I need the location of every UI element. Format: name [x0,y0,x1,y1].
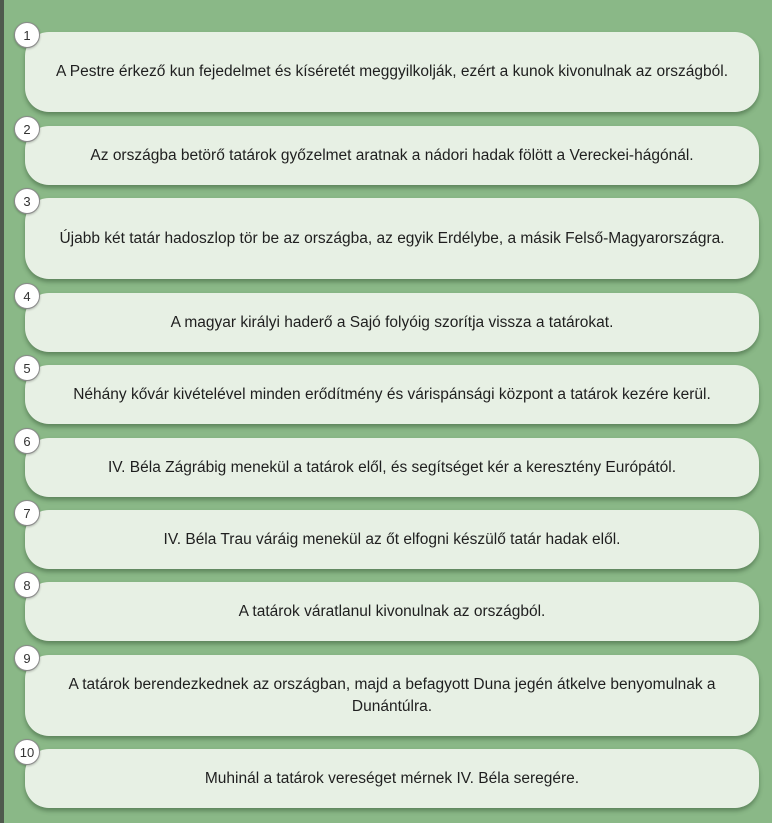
draggable-card[interactable] [25,582,759,641]
item-number-badge: 6 [14,428,40,454]
draggable-card[interactable] [25,293,759,352]
draggable-card[interactable] [25,126,759,185]
item-number-badge: 10 [14,739,40,765]
item-number-badge: 7 [14,500,40,526]
item-number-badge: 9 [14,645,40,671]
item-number-badge: 5 [14,355,40,381]
item-number-badge: 1 [14,22,40,48]
card-text: Néhány kővár kivételével minden erődítmény és várispánsági központ a tatárok kezére kerül. [73,385,711,403]
item-number-badge: 4 [14,283,40,309]
card-text: A magyar királyi haderő a Sajó folyóig szorítja vissza a tatárokat. [170,313,614,331]
draggable-card[interactable] [25,198,759,279]
draggable-card[interactable] [25,32,759,112]
card-text: IV. Béla Trau váráig menekül az őt elfogni készülő tatár hadak elől. [163,530,621,548]
card-text: A tatárok berendezkednek az országban, majd a befagyott Duna jegén átkelve benyomulnak a Dunántúlra. [68,675,716,715]
card-text: Újabb két tatár hadoszlop tör be az országba, az egyik Erdélybe, a másik Felső-Magyarországra. [59,229,725,247]
item-number-badge: 8 [14,572,40,598]
draggable-card[interactable] [25,438,759,497]
draggable-card[interactable] [25,365,759,424]
card-text: Az országba betörő tatárok győzelmet aratnak a nádori hadak fölött a Vereckei-hágónál. [90,146,694,164]
draggable-card[interactable] [25,749,759,808]
card-text: A tatárok váratlanul kivonulnak az országból. [238,602,546,620]
card-text: IV. Béla Zágrábig menekül a tatárok elől, és segítséget kér a keresztény Európától. [107,458,677,476]
draggable-card[interactable] [25,655,759,736]
draggable-card[interactable] [25,510,759,569]
card-text: A Pestre érkező kun fejedelmet és kíséretét meggyilkolják, ezért a kunok kivonulnak az országból. [55,63,728,80]
card-text: Muhinál a tatárok vereséget mérnek IV. Béla seregére. [204,769,580,787]
item-number-badge: 2 [14,116,40,142]
item-number-badge: 3 [14,188,40,214]
